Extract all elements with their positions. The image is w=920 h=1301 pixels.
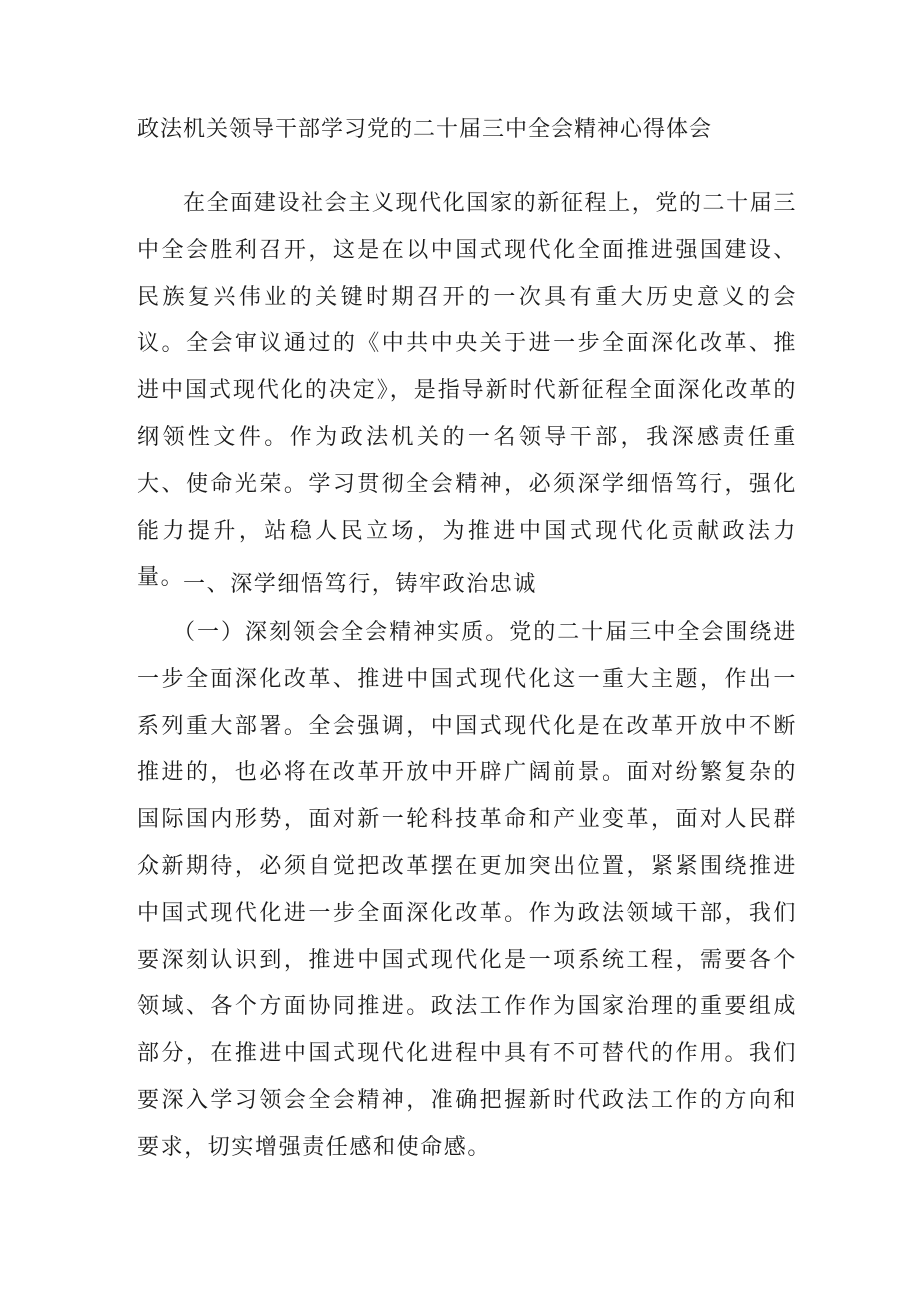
document-title: 政法机关领导干部学习党的二十届三中全会精神心得体会 <box>137 117 713 142</box>
paragraph-section-1-1: （一）深刻领会全会精神实质。党的二十届三中全会围绕进一步全面深化改革、推进中国式现代化这一重大主题，作出一系列重大部署。全会强调，中国式现代化是在改革开放中不断推进的，也必将在改革开放中开辟广阔前景。面对纷繁复杂的国际国内形势，面对新一轮科技革命和产业变革，面对人民群众新期待，必须自觉把改革摆在更加突出位置，紧紧围绕推进中国式现代化进一步全面深化改革。作为政法领域干部，我们要深刻认识到，推进中国式现代化是一项系统工程，需要各个领域、各个方面协同推进。政法工作作为国家治理的重要组成部分，在推进中国式现代化进程中具有不可替代的作用。我们要深入学习领会全会精神，准确把握新时代政法工作的方向和要求，切实增强责任感和使命感。 <box>137 620 797 1160</box>
paragraph-intro: 在全面建设社会主义现代化国家的新征程上，党的二十届三中全会胜利召开，这是在以中国式现代化全面推进强国建设、民族复兴伟业的关键时期召开的一次具有重大历史意义的会议。全会审议通过的《中共中央关于进一步全面深化改革、推进中国式现代化的决定》，是指导新时代新征程全面深化改革的纲领性文件。作为政法机关的一名领导干部，我深感责任重大、使命光荣。学习贯彻全会精神，必须深学细悟笃行，强化能力提升，站稳人民立场，为推进中国式现代化贡献政法力量。 <box>137 191 797 591</box>
section-heading: 一、深学细悟笃行，铸牢政治忠诚 <box>183 572 538 597</box>
